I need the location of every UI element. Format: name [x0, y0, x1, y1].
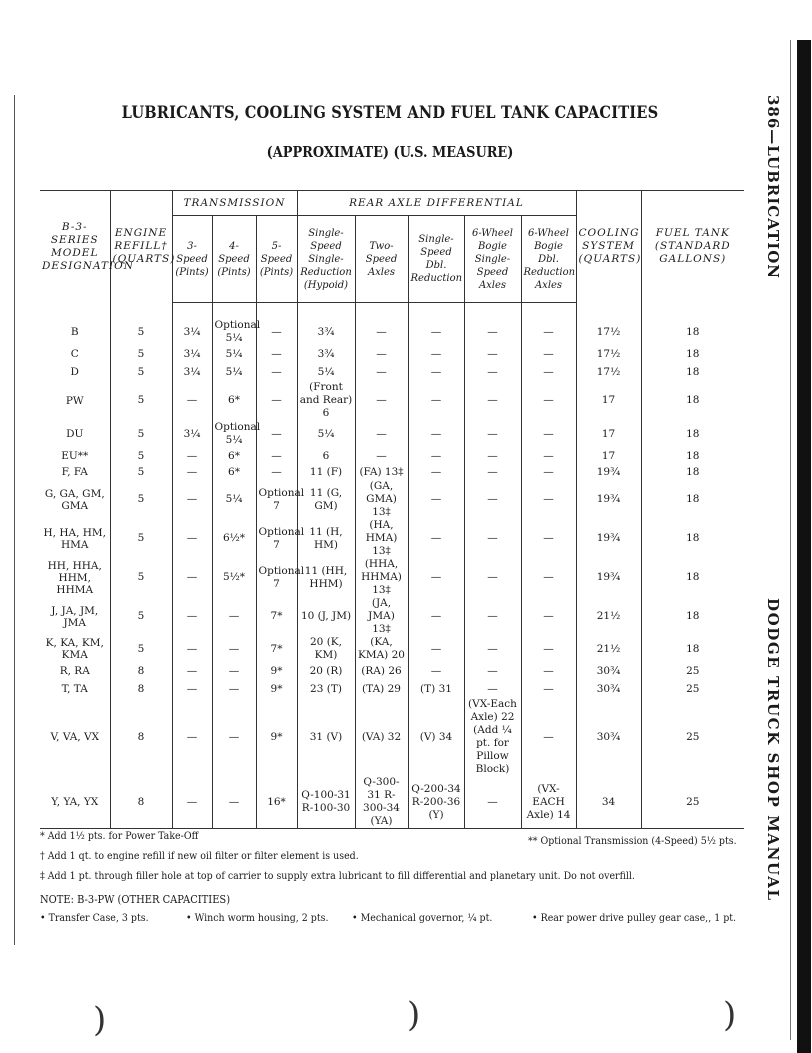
cell-bogie-dbl: —: [521, 345, 576, 363]
header-model: B-3-SERIES MODEL DESIGNATION: [40, 191, 110, 303]
cell-bogie-single: (VX-Each Axle) 22 (Add ¼ pt. for Pillow Block): [464, 698, 521, 776]
cell-4-speed: —: [212, 776, 256, 829]
cell-model: G, GA, GM, GMA: [40, 480, 110, 519]
cell-two-speed: (KA, KMA) 20: [355, 636, 408, 662]
cell-3-speed: —: [172, 464, 212, 480]
cell-fuel-tank: 18: [641, 363, 744, 381]
cell-model: R, RA: [40, 662, 110, 680]
cell-4-speed: —: [212, 597, 256, 636]
cell-bogie-dbl: —: [521, 319, 576, 345]
cell-fuel-tank: 18: [641, 597, 744, 636]
cell-single-speed-hypoid: 6: [297, 448, 355, 464]
cell-dbl-reduction: —: [408, 345, 464, 363]
cell-dbl-reduction: —: [408, 597, 464, 636]
cell-3-speed: —: [172, 636, 212, 662]
cell-engine-refill: 5: [110, 319, 172, 345]
cell-5-speed: 9*: [256, 662, 297, 680]
cell-engine-refill: 5: [110, 381, 172, 420]
cell-3-speed: —: [172, 480, 212, 519]
note-item: • Winch worm housing, 2 pts.: [186, 912, 329, 924]
cell-4-speed: —: [212, 662, 256, 680]
cell-3-speed: 3¼: [172, 420, 212, 448]
cell-dbl-reduction: Q-200-34 R-200-36 (Y): [408, 776, 464, 829]
cell-two-speed: (HA, HMA) 13‡: [355, 519, 408, 558]
cell-two-speed: (JA, JMA) 13‡: [355, 597, 408, 636]
cell-dbl-reduction: —: [408, 519, 464, 558]
cell-single-speed-hypoid: 11 (H, HM): [297, 519, 355, 558]
header-5-speed: 5-Speed (Pints): [256, 216, 297, 303]
cell-dbl-reduction: (T) 31: [408, 680, 464, 698]
cell-3-speed: —: [172, 519, 212, 558]
cell-5-speed: 16*: [256, 776, 297, 829]
cell-two-speed: (GA, GMA) 13‡: [355, 480, 408, 519]
cell-4-speed: Optional 5¼: [212, 420, 256, 448]
cell-two-speed: (HHA, HHMA) 13‡: [355, 558, 408, 597]
table-row: [40, 597, 744, 636]
cell-fuel-tank: 18: [641, 420, 744, 448]
cell-fuel-tank: 18: [641, 319, 744, 345]
cell-two-speed: (FA) 13‡: [355, 464, 408, 480]
cell-dbl-reduction: —: [408, 636, 464, 662]
note-item: • Transfer Case, 3 pts.: [40, 912, 149, 924]
cell-3-speed: —: [172, 680, 212, 698]
right-margin-rule: [790, 40, 791, 1040]
cell-bogie-dbl: —: [521, 597, 576, 636]
header-two-speed: Two-Speed Axles: [355, 216, 408, 303]
binding-mark: ): [723, 995, 737, 1035]
cell-3-speed: —: [172, 381, 212, 420]
cell-model: PW: [40, 381, 110, 420]
cell-5-speed: Optional 7: [256, 480, 297, 519]
cell-bogie-single: —: [464, 464, 521, 480]
cell-cooling: 17: [576, 381, 641, 420]
cell-cooling: 19¾: [576, 464, 641, 480]
table-row: [40, 662, 744, 680]
cell-dbl-reduction: —: [408, 558, 464, 597]
cell-fuel-tank: 25: [641, 698, 744, 776]
cell-4-speed: 6*: [212, 381, 256, 420]
cell-cooling: 34: [576, 776, 641, 829]
table-row: [40, 345, 744, 363]
cell-fuel-tank: 18: [641, 636, 744, 662]
cell-bogie-single: —: [464, 480, 521, 519]
cell-bogie-dbl: —: [521, 420, 576, 448]
table-row: [40, 319, 744, 345]
cell-fuel-tank: 18: [641, 558, 744, 597]
cell-bogie-dbl: —: [521, 558, 576, 597]
header-cooling: COOLING SYSTEM (QUARTS): [576, 191, 641, 303]
cell-engine-refill: 5: [110, 345, 172, 363]
cell-3-speed: —: [172, 448, 212, 464]
cell-dbl-reduction: —: [408, 480, 464, 519]
table-row: [40, 420, 744, 448]
cell-single-speed-hypoid: 20 (R): [297, 662, 355, 680]
table-row: [40, 776, 744, 829]
cell-bogie-single: —: [464, 363, 521, 381]
cell-model: F, FA: [40, 464, 110, 480]
cell-bogie-single: —: [464, 319, 521, 345]
header-rear-axle: REAR AXLE DIFFERENTIAL: [297, 191, 576, 216]
binding-mark: ): [407, 995, 421, 1035]
cell-5-speed: —: [256, 464, 297, 480]
cell-model: HH, HHA, HHM, HHMA: [40, 558, 110, 597]
cell-cooling: 30¾: [576, 680, 641, 698]
cell-cooling: 30¾: [576, 662, 641, 680]
cell-bogie-single: —: [464, 448, 521, 464]
header-4-speed: 4-Speed (Pints): [212, 216, 256, 303]
cell-engine-refill: 5: [110, 636, 172, 662]
table-row: [40, 464, 744, 480]
cell-engine-refill: 8: [110, 776, 172, 829]
cell-bogie-single: —: [464, 345, 521, 363]
cell-5-speed: —: [256, 381, 297, 420]
cell-engine-refill: 5: [110, 464, 172, 480]
cell-engine-refill: 5: [110, 519, 172, 558]
cell-two-speed: —: [355, 319, 408, 345]
cell-cooling: 21½: [576, 597, 641, 636]
cell-model: J, JA, JM, JMA: [40, 597, 110, 636]
cell-bogie-single: —: [464, 636, 521, 662]
cell-5-speed: Optional 7: [256, 558, 297, 597]
cell-single-speed-hypoid: 11 (HH, HHM): [297, 558, 355, 597]
cell-5-speed: 7*: [256, 597, 297, 636]
binding-mark: ): [93, 1000, 107, 1040]
cell-cooling: 30¾: [576, 698, 641, 776]
header-3-speed: 3-Speed (Pints): [172, 216, 212, 303]
cell-cooling: 19¾: [576, 480, 641, 519]
cell-bogie-dbl: —: [521, 480, 576, 519]
cell-fuel-tank: 18: [641, 345, 744, 363]
cell-model: V, VA, VX: [40, 698, 110, 776]
cell-single-speed-hypoid: 5¼: [297, 363, 355, 381]
cell-engine-refill: 5: [110, 363, 172, 381]
cell-bogie-dbl: —: [521, 680, 576, 698]
table-row: [40, 363, 744, 381]
cell-dbl-reduction: (V) 34: [408, 698, 464, 776]
cell-cooling: 17: [576, 448, 641, 464]
cell-bogie-dbl: —: [521, 698, 576, 776]
cell-bogie-dbl: —: [521, 519, 576, 558]
cell-5-speed: —: [256, 363, 297, 381]
footnote-dagger: † Add 1 qt. to engine refill if new oil filter or filter element is used.: [40, 850, 359, 862]
cell-single-speed-hypoid: (Front and Rear) 6: [297, 381, 355, 420]
cell-bogie-dbl: —: [521, 636, 576, 662]
cell-bogie-single: —: [464, 597, 521, 636]
cell-single-speed-hypoid: 31 (V): [297, 698, 355, 776]
cell-4-speed: 5¼: [212, 363, 256, 381]
header-dbl-reduction: Single-Speed Dbl. Reduction: [408, 216, 464, 303]
cell-bogie-dbl: —: [521, 381, 576, 420]
cell-model: EU**: [40, 448, 110, 464]
cell-4-speed: —: [212, 636, 256, 662]
cell-3-speed: —: [172, 776, 212, 829]
cell-single-speed-hypoid: Q-100-31 R-100-30: [297, 776, 355, 829]
cell-model: DU: [40, 420, 110, 448]
cell-model: H, HA, HM, HMA: [40, 519, 110, 558]
cell-dbl-reduction: —: [408, 420, 464, 448]
cell-bogie-single: —: [464, 420, 521, 448]
cell-single-speed-hypoid: 20 (K, KM): [297, 636, 355, 662]
cell-5-speed: —: [256, 319, 297, 345]
cell-fuel-tank: 25: [641, 662, 744, 680]
cell-4-speed: 6*: [212, 464, 256, 480]
table-row: [40, 519, 744, 558]
cell-5-speed: 9*: [256, 698, 297, 776]
cell-single-speed-hypoid: 5¼: [297, 420, 355, 448]
table-row: [40, 480, 744, 519]
cell-model: T, TA: [40, 680, 110, 698]
page-edge-shadow: [797, 40, 811, 1053]
capacities-table: [40, 190, 744, 829]
cell-5-speed: —: [256, 448, 297, 464]
cell-two-speed: —: [355, 345, 408, 363]
cell-two-speed: (RA) 26: [355, 662, 408, 680]
table-row: [40, 558, 744, 597]
running-header-manual: DODGE TRUCK SHOP MANUAL: [764, 598, 782, 902]
footnote-star: * Add 1½ pts. for Power Take-Off: [40, 830, 199, 842]
table-spacer: [40, 303, 744, 320]
cell-bogie-dbl: —: [521, 464, 576, 480]
cell-engine-refill: 8: [110, 662, 172, 680]
cell-3-speed: 3¼: [172, 363, 212, 381]
running-header-page: 386—LUBRICATION: [764, 95, 782, 279]
cell-single-speed-hypoid: 11 (F): [297, 464, 355, 480]
cell-5-speed: —: [256, 345, 297, 363]
cell-single-speed-hypoid: 11 (G, GM): [297, 480, 355, 519]
cell-bogie-single: —: [464, 558, 521, 597]
cell-fuel-tank: 25: [641, 776, 744, 829]
cell-bogie-single: —: [464, 662, 521, 680]
cell-two-speed: (TA) 29: [355, 680, 408, 698]
cell-fuel-tank: 18: [641, 519, 744, 558]
cell-5-speed: 9*: [256, 680, 297, 698]
cell-bogie-single: —: [464, 381, 521, 420]
cell-3-speed: —: [172, 558, 212, 597]
cell-bogie-single: —: [464, 776, 521, 829]
cell-cooling: 17½: [576, 345, 641, 363]
left-margin-rule: [14, 95, 15, 945]
header-fuel-tank: FUEL TANK (STANDARD GALLONS): [641, 191, 744, 303]
cell-cooling: 21½: [576, 636, 641, 662]
cell-fuel-tank: 18: [641, 464, 744, 480]
cell-engine-refill: 8: [110, 680, 172, 698]
cell-two-speed: —: [355, 363, 408, 381]
cell-dbl-reduction: —: [408, 381, 464, 420]
cell-dbl-reduction: —: [408, 464, 464, 480]
table-row: [40, 698, 744, 776]
page-title: LUBRICANTS, COOLING SYSTEM AND FUEL TANK CAPACITIES: [121, 103, 659, 123]
cell-cooling: 17½: [576, 319, 641, 345]
header-engine-refill: ENGINE REFILL† (QUARTS): [110, 191, 172, 303]
cell-single-speed-hypoid: 10 (J, JM): [297, 597, 355, 636]
cell-3-speed: —: [172, 597, 212, 636]
cell-fuel-tank: 25: [641, 680, 744, 698]
cell-3-speed: —: [172, 662, 212, 680]
cell-4-speed: Optional 5¼: [212, 319, 256, 345]
cell-dbl-reduction: —: [408, 363, 464, 381]
cell-cooling: 17: [576, 420, 641, 448]
cell-two-speed: —: [355, 448, 408, 464]
cell-fuel-tank: 18: [641, 480, 744, 519]
header-transmission: TRANSMISSION: [172, 191, 297, 216]
cell-bogie-single: —: [464, 680, 521, 698]
cell-cooling: 19¾: [576, 519, 641, 558]
table-row: [40, 448, 744, 464]
cell-dbl-reduction: —: [408, 662, 464, 680]
cell-4-speed: 6½*: [212, 519, 256, 558]
footnote-optional-transmission: ** Optional Transmission (4-Speed) 5½ pts.: [528, 835, 737, 847]
cell-model: K, KA, KM, KMA: [40, 636, 110, 662]
note-title: NOTE: B-3-PW (OTHER CAPACITIES): [40, 893, 231, 906]
table-row: [40, 636, 744, 662]
cell-cooling: 17½: [576, 363, 641, 381]
note-item: • Mechanical governor, ¼ pt.: [352, 912, 493, 924]
cell-two-speed: (VA) 32: [355, 698, 408, 776]
cell-4-speed: 5½*: [212, 558, 256, 597]
table-row: [40, 680, 744, 698]
cell-bogie-dbl: (VX-EACH Axle) 14: [521, 776, 576, 829]
header-single-speed-hypoid: Single-Speed Single-Reduction (Hypoid): [297, 216, 355, 303]
cell-model: Y, YA, YX: [40, 776, 110, 829]
cell-engine-refill: 5: [110, 597, 172, 636]
header-bogie-dbl: 6-Wheel Bogie Dbl. Reduction Axles: [521, 216, 576, 303]
cell-engine-refill: 5: [110, 480, 172, 519]
cell-bogie-single: —: [464, 519, 521, 558]
cell-single-speed-hypoid: 3¾: [297, 345, 355, 363]
cell-engine-refill: 5: [110, 558, 172, 597]
cell-cooling: 19¾: [576, 558, 641, 597]
header-bogie-single: 6-Wheel Bogie Single-Speed Axles: [464, 216, 521, 303]
cell-bogie-dbl: —: [521, 363, 576, 381]
note-item: • Rear power drive pulley gear case,, 1 pt.: [532, 912, 737, 924]
page-subtitle: (APPROXIMATE) (U.S. MEASURE): [266, 143, 514, 161]
cell-single-speed-hypoid: 3¾: [297, 319, 355, 345]
cell-4-speed: 5¼: [212, 480, 256, 519]
cell-3-speed: —: [172, 698, 212, 776]
cell-3-speed: 3¼: [172, 345, 212, 363]
cell-5-speed: —: [256, 420, 297, 448]
cell-bogie-dbl: —: [521, 448, 576, 464]
cell-two-speed: —: [355, 420, 408, 448]
cell-4-speed: —: [212, 680, 256, 698]
cell-3-speed: 3¼: [172, 319, 212, 345]
cell-5-speed: Optional 7: [256, 519, 297, 558]
cell-dbl-reduction: —: [408, 448, 464, 464]
cell-single-speed-hypoid: 23 (T): [297, 680, 355, 698]
cell-model: C: [40, 345, 110, 363]
cell-4-speed: 5¼: [212, 345, 256, 363]
footnote-double-dagger: ‡ Add 1 pt. through filler hole at top of carrier to supply extra lubricant to fill differential and planetary unit. Do not overfill.: [40, 870, 635, 882]
cell-engine-refill: 8: [110, 698, 172, 776]
table-row: [40, 381, 744, 420]
cell-two-speed: —: [355, 381, 408, 420]
cell-fuel-tank: 18: [641, 448, 744, 464]
cell-engine-refill: 5: [110, 420, 172, 448]
cell-4-speed: 6*: [212, 448, 256, 464]
cell-dbl-reduction: —: [408, 319, 464, 345]
cell-bogie-dbl: —: [521, 662, 576, 680]
cell-engine-refill: 5: [110, 448, 172, 464]
cell-model: B: [40, 319, 110, 345]
cell-two-speed: Q-300-31 R-300-34 (YA): [355, 776, 408, 829]
cell-fuel-tank: 18: [641, 381, 744, 420]
cell-4-speed: —: [212, 698, 256, 776]
cell-model: D: [40, 363, 110, 381]
cell-5-speed: 7*: [256, 636, 297, 662]
